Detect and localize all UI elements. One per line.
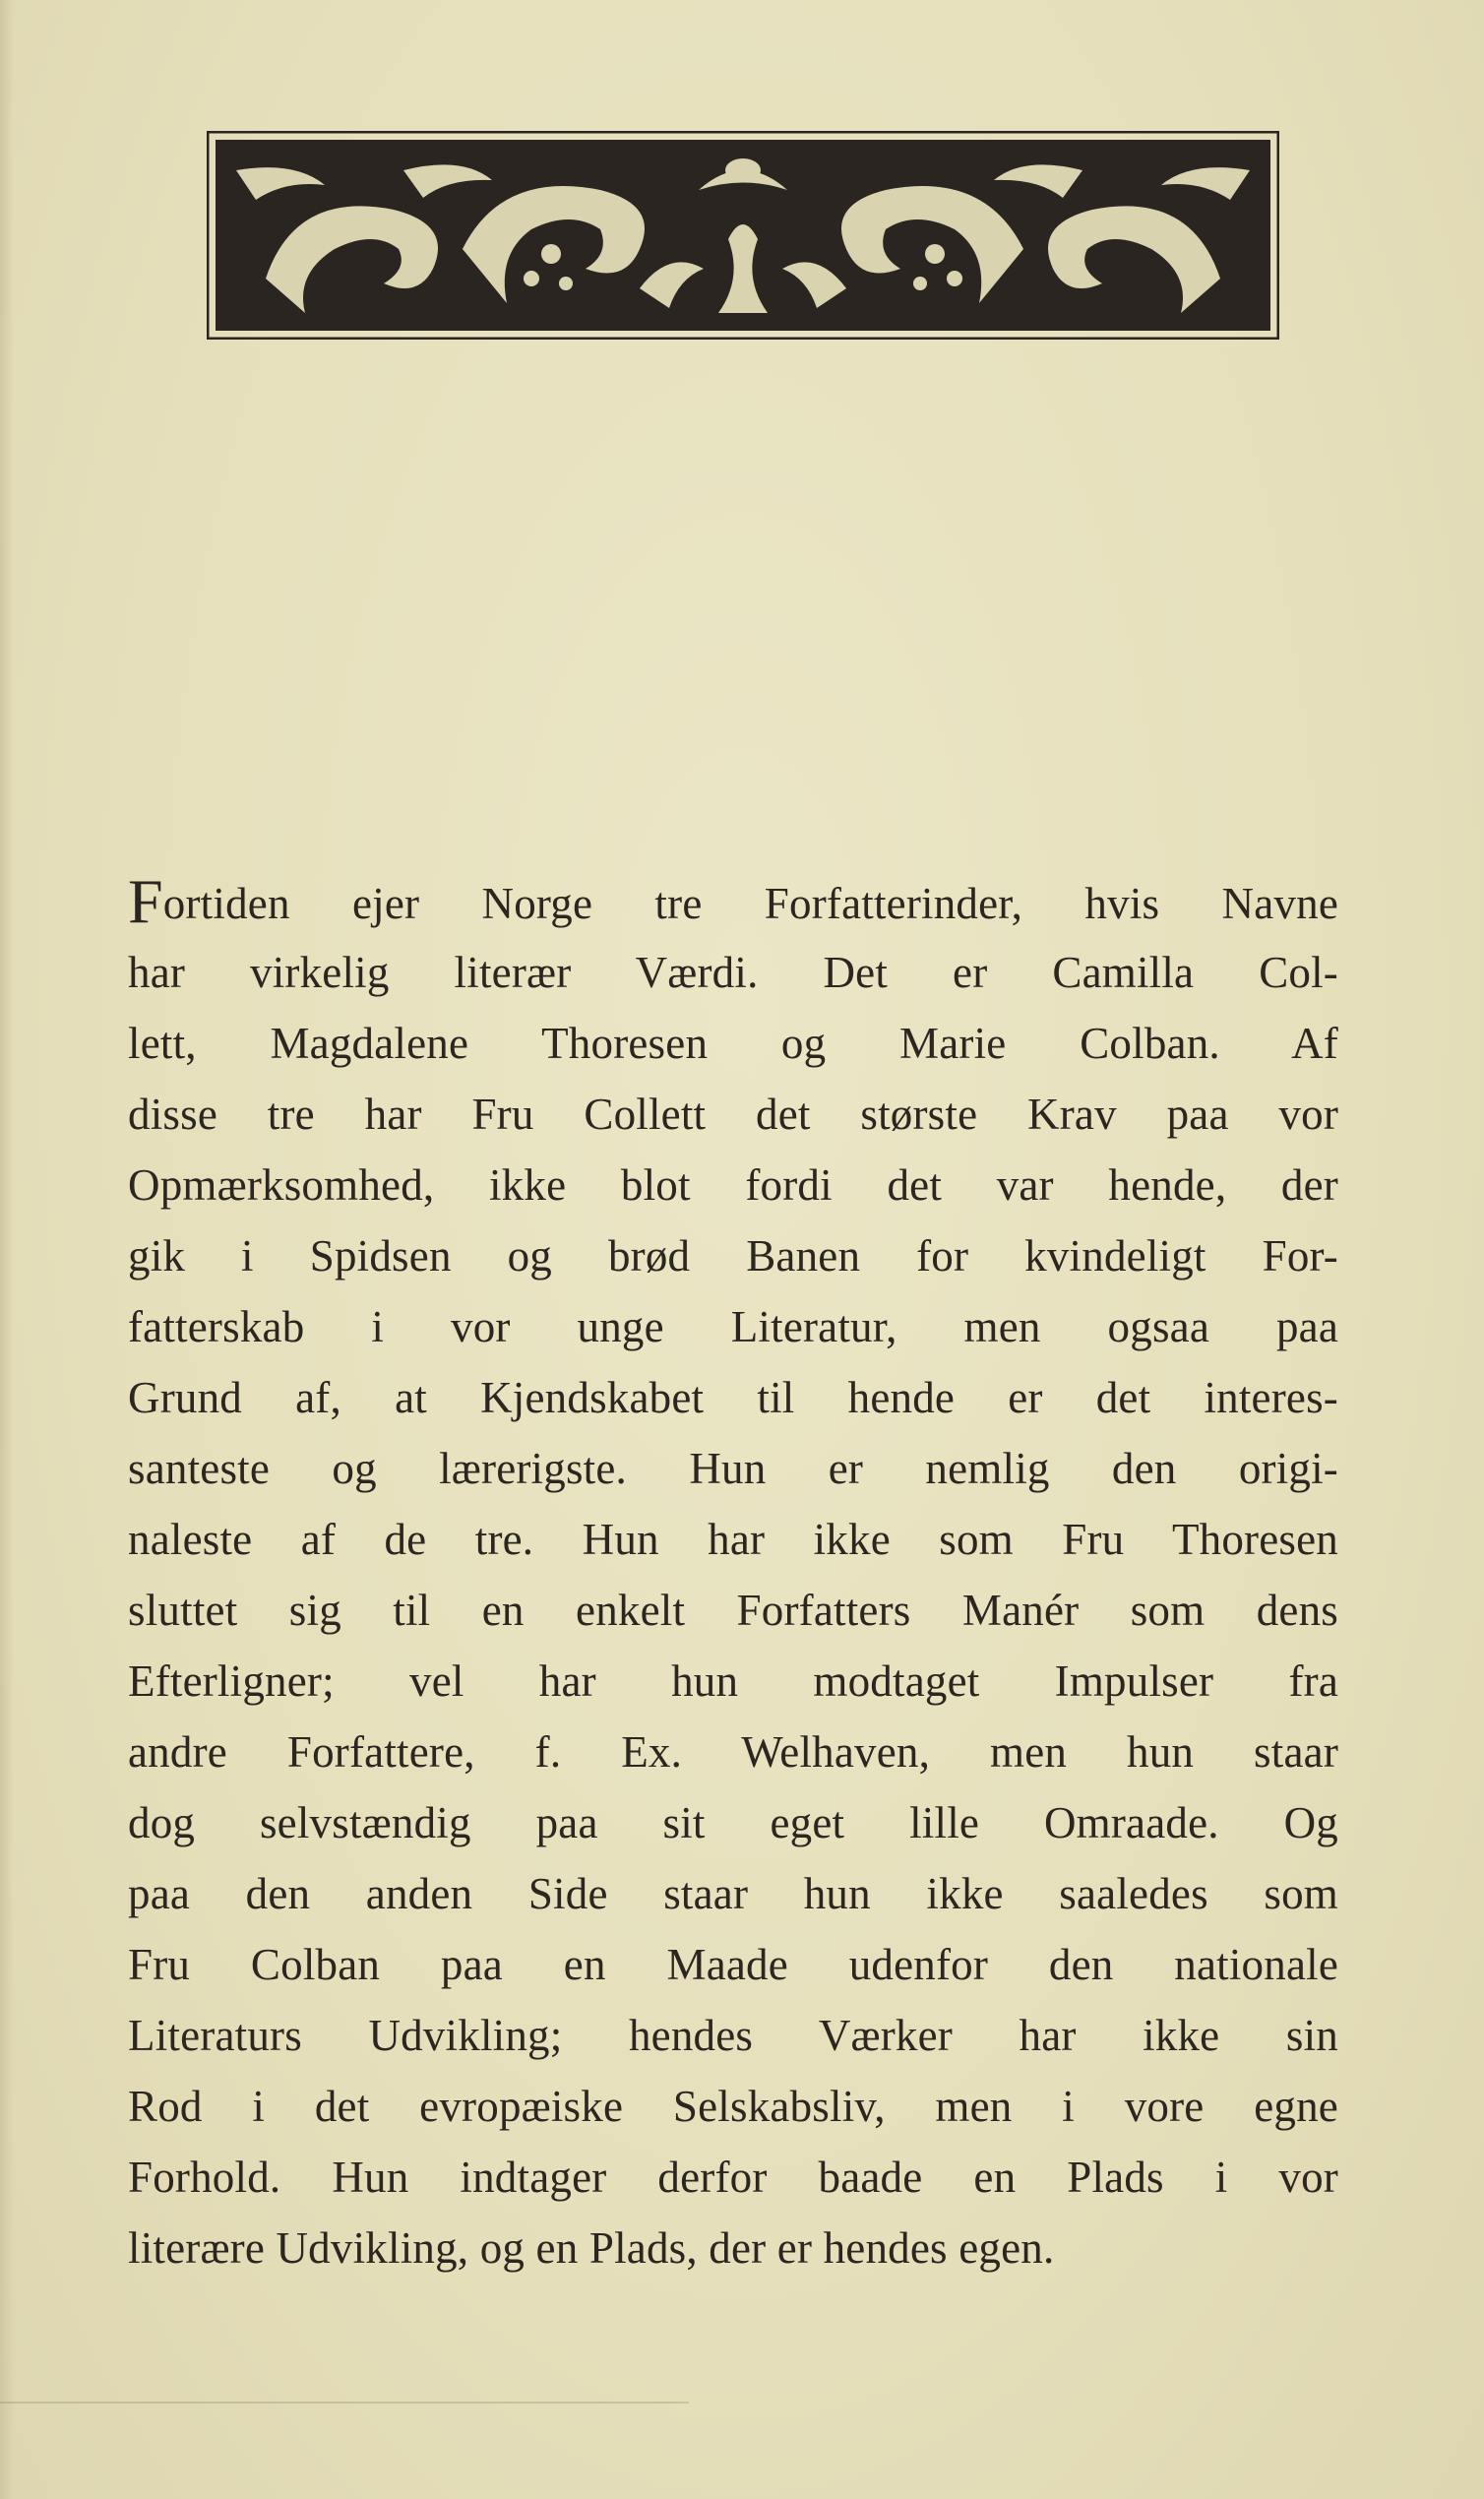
text-line: Grund af, at Kjendskabet til hende er det interes- xyxy=(128,1373,1338,1422)
text-line: santeste og lærerigste. Hun er nemlig den origi- xyxy=(128,1444,1338,1493)
text-line: lett, Magdalene Thoresen og Marie Colban. Af xyxy=(128,1019,1338,1068)
text-line: disse tre har Fru Collett det største Krav paa vor xyxy=(128,1090,1338,1139)
text-line: Forhold. Hun indtager derfor baade en Plads i vor xyxy=(128,2153,1338,2202)
text-line-content: ortiden ejer Norge tre Forfatterinder, hvis Navne xyxy=(162,879,1338,928)
text-line: paa den anden Side staar hun ikke saaledes som xyxy=(128,1869,1338,1918)
floral-scroll-ornament-icon xyxy=(207,131,1279,340)
text-line xyxy=(128,866,1338,937)
text-line: literære Udvikling, og en Plads, der er hendes egen. xyxy=(128,2223,1055,2273)
text-line: Opmærksomhed, ikke blot fordi det var hende, der xyxy=(128,1160,1338,1210)
text-line: sluttet sig til en enkelt Forfatters Manér som dens xyxy=(128,1586,1338,1635)
text-line: Efterligner; vel har hun modtaget Impulser fra xyxy=(128,1656,1338,1706)
page-bottom-shadow xyxy=(0,2402,689,2404)
text-line: andre Forfattere, f. Ex. Welhaven, men hun staar xyxy=(128,1727,1338,1777)
text-line: Rod i det evropæiske Selskabsliv, men i vore egne xyxy=(128,2082,1338,2131)
text-line: har virkelig literær Værdi. Det er Camilla Col- xyxy=(128,948,1338,997)
drop-cap: F xyxy=(128,866,163,936)
text-line: fatterskab i vor unge Literatur, men ogsaa paa xyxy=(128,1302,1338,1351)
text-line: dog selvstændig paa sit eget lille Omraade. Og xyxy=(128,1798,1338,1847)
page-binding-edge xyxy=(0,0,14,2499)
text-line: naleste af de tre. Hun har ikke som Fru Thoresen xyxy=(128,1515,1338,1564)
body-text xyxy=(128,866,1338,2283)
text-line: gik i Spidsen og brød Banen for kvindeligt For- xyxy=(128,1231,1338,1281)
text-line: Fru Colban paa en Maade udenfor den nationale xyxy=(128,1940,1338,1989)
text-line: Literaturs Udvikling; hendes Værker har ikke sin xyxy=(128,2011,1338,2060)
headpiece-ornament xyxy=(207,131,1279,340)
